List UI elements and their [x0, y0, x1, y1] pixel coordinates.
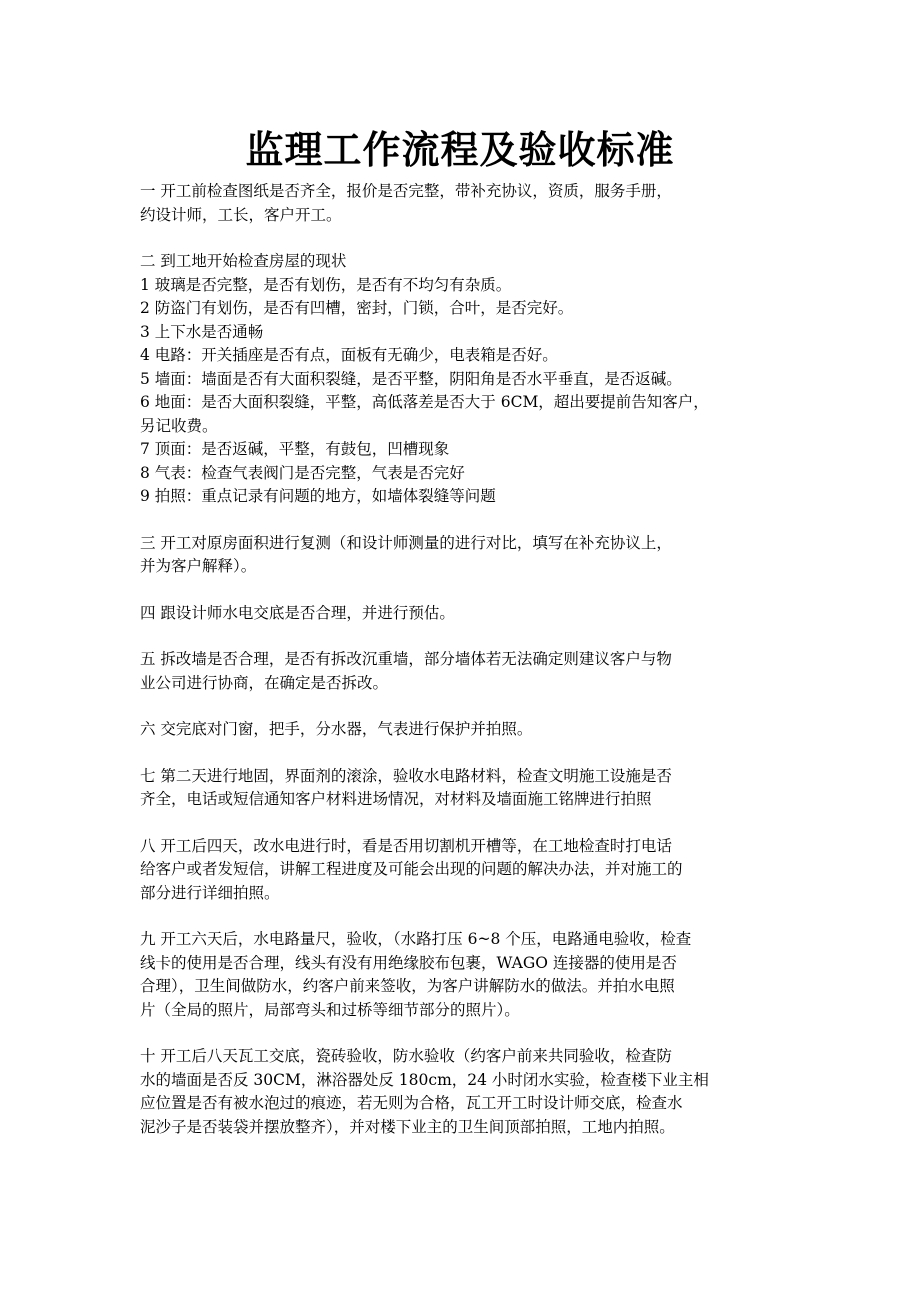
text-line: 2 防盗门有划伤，是否有凹槽，密封，门锁，合叶，是否完好。 — [140, 299, 574, 317]
text-line: 一 开工前检查图纸是否齐全，报价是否完整，带补充协议，资质，服务手册， — [140, 182, 672, 200]
text-line: 并为客户解释）。 — [140, 557, 257, 575]
text-line: 五 拆改墙是否合理，是否有拆改沉重墙，部分墙体若无法确定则建议客户与物 — [140, 650, 672, 668]
text-line: 八 开工后四天，改水电进行时，看是否用切割机开槽等，在工地检查时打电话 — [140, 836, 672, 855]
section-s6 — [140, 718, 790, 742]
section-s9 — [140, 928, 790, 1022]
text-line: 4 电路：开关插座是否有点，面板有无确少，电表箱是否好。 — [140, 346, 558, 364]
text-line: 二 到工地开始检查房屋的现状 — [140, 252, 347, 270]
text-line: 部分进行详细拍照。 — [140, 883, 280, 902]
text-line: 约设计师，工长，客户开工。 — [140, 205, 342, 224]
section-s7 — [140, 765, 790, 812]
text-line: 九 开工六天后，水电路量尺，验收，（水路打压 6~8 个压，电路通电验收，检查 — [140, 930, 692, 948]
text-line: 6 地面：是否大面积裂缝，平整，高低落差是否大于 6CM，超出要提前告知客户， — [140, 393, 709, 411]
text-line: 齐全，电话或短信通知客户材料进场情况，对材料及墙面施工铭牌进行拍照 — [140, 790, 652, 808]
text-line: 十 开工后八天瓦工交底，瓷砖验收，防水验收（约客户前来共同验收，检查防 — [140, 1047, 672, 1065]
text-line: 三 开工对原房面积进行复测（和设计师测量的进行对比，填写在补充协议上， — [140, 533, 672, 552]
text-line: 9 拍照：重点记录有问题的地方，如墙体裂缝等问题 — [140, 487, 496, 505]
text-line: 3 上下水是否通畅 — [140, 322, 264, 341]
text-line: 5 墙面：墙面是否有大面积裂缝，是否平整，阴阳角是否水平垂直，是否返碱。 — [140, 369, 682, 388]
document-body — [140, 180, 790, 1162]
text-line: 四 跟设计师水电交底是否合理，并进行预估。 — [140, 603, 455, 622]
text-line: 7 顶面：是否返碱，平整，有鼓包，凹槽现象 — [140, 440, 450, 458]
section-s1 — [140, 180, 790, 227]
section-s8 — [140, 835, 790, 906]
page-title: 监理工作流程及验收标准 — [245, 128, 675, 172]
text-line: 片（全局的照片，局部弯头和过桥等细节部分的照片）。 — [140, 1000, 520, 1019]
text-line: 应位置是否有被水泡过的痕迹，若无则为合格，瓦工开工时设计师交底，检查水 — [140, 1094, 683, 1112]
text-line: 线卡的使用是否合理，线头有没有用绝缘胶布包裹，WAGO 连接器的使用是否 — [140, 953, 677, 972]
text-line: 8 气表：检查气表阀门是否完整，气表是否完好 — [140, 463, 465, 482]
text-line: 六 交完底对门窗，把手，分水器，气表进行保护并拍照。 — [140, 720, 533, 738]
text-line: 1 玻璃是否完整，是否有划伤，是否有不均匀有杂质。 — [140, 275, 512, 294]
text-line: 给客户或者发短信，讲解工程进度及可能会出现的问题的解决办法，并对施工的 — [140, 860, 683, 878]
text-line: 合理），卫生间做防水，约客户前来签收，为客户讲解防水的做法。并拍水电照 — [140, 977, 675, 995]
section-s4 — [140, 602, 790, 626]
text-line: 七 第二天进行地固，界面剂的滚涂，验收水电路材料，检查文明施工设施是否 — [140, 766, 672, 785]
text-line: 业公司进行协商，在确定是否拆改。 — [140, 673, 389, 692]
section-s2 — [140, 250, 790, 509]
text-line: 水的墙面是否反 30CM，淋浴器处反 180cm，24 小时闭水实验，检查楼下业主相 — [140, 1070, 709, 1089]
section-s3 — [140, 532, 790, 579]
text-line: 另记收费。 — [140, 416, 218, 435]
section-s10 — [140, 1045, 790, 1139]
text-line: 泥沙子是否装袋并摆放整齐），并对楼下业主的卫生间顶部拍照，工地内拍照。 — [140, 1117, 675, 1136]
section-s5 — [140, 648, 790, 695]
